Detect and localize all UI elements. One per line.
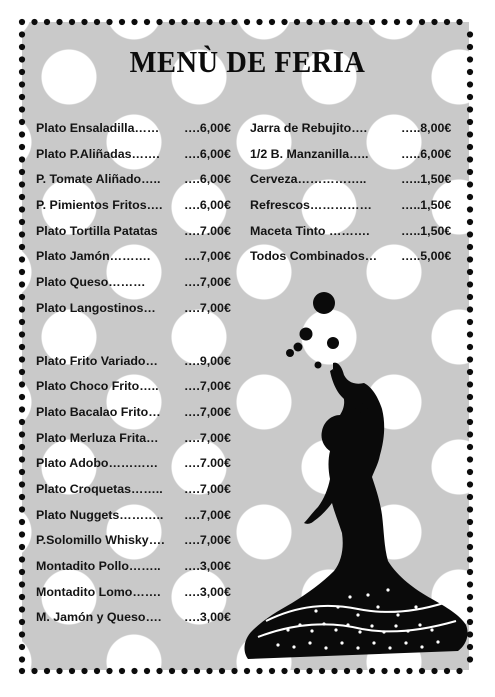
menu-item: [36, 456, 242, 482]
item-price: ….6,00€: [184, 146, 231, 161]
item-price: …..5,00€: [401, 249, 452, 264]
item-price: ….7,00€: [184, 249, 231, 264]
item-name: Plato Jamón……….: [36, 249, 151, 264]
menu-item: [36, 533, 242, 559]
item-name: Plato P.Aliñadas…….: [36, 146, 160, 161]
menu-item: [36, 379, 242, 405]
item-name: Plato Tortilla Patatas: [36, 223, 158, 238]
menu-item: [36, 301, 242, 327]
item-name: Plato Ensaladilla……: [36, 121, 160, 135]
item-price: ….6,00€: [184, 121, 231, 135]
menu-item: [36, 559, 242, 585]
menu-item: [36, 482, 242, 508]
menu-item: [36, 508, 242, 534]
item-price: …..8,00€: [401, 121, 452, 135]
item-price: ….7,00€: [184, 379, 231, 394]
menu-item: [36, 405, 242, 431]
item-price: ….7,00€: [184, 300, 231, 315]
item-name: Todos Combinados…: [250, 249, 378, 264]
item-name: Plato Croquetas……..: [36, 481, 163, 496]
menu-item: [36, 249, 242, 275]
menu-item: [250, 147, 458, 173]
item-name: Plato Bacalao Frito…: [36, 404, 161, 419]
item-price: ….7.00€: [184, 223, 231, 238]
menu-item: [36, 610, 242, 636]
section-gap: [36, 327, 242, 354]
item-name: Plato Langostinos…: [36, 300, 156, 315]
item-name: Plato Nuggets………..: [36, 507, 164, 522]
item-name: P.Solomillo Whisky….: [36, 533, 165, 548]
menu-item: [250, 172, 458, 198]
item-price: ….3,00€: [184, 610, 231, 625]
item-price: …..6,00€: [401, 146, 452, 161]
menu-title: MENÙ DE FERIA: [129, 44, 366, 79]
left-column: [36, 121, 242, 636]
item-name: Jarra de Rebujito….: [250, 121, 368, 135]
item-name: Plato Choco Frito…..: [36, 379, 159, 394]
item-price: …..1,50€: [401, 198, 452, 213]
item-name: Plato Adobo…………: [36, 456, 159, 471]
menu-item: [250, 224, 458, 250]
right-column: [250, 121, 458, 275]
menu-item: [36, 121, 242, 147]
item-price: ….6,00€: [184, 172, 231, 187]
item-name: Montadito Lomo…….: [36, 584, 161, 599]
item-price: ….7,00€: [184, 275, 231, 290]
item-name: M. Jamón y Queso….: [36, 610, 162, 625]
menu-item: [36, 198, 242, 224]
item-name: P. Tomate Aliñado…..: [36, 172, 161, 187]
item-price: ….7,00€: [184, 533, 231, 548]
item-price: ….3,00€: [184, 584, 231, 599]
item-name: Montadito Pollo……..: [36, 559, 161, 573]
menu-item: [36, 172, 242, 198]
item-name: Cerveza……………..: [250, 172, 367, 187]
item-price: ….7,00€: [184, 481, 231, 496]
menu-item: [250, 198, 458, 224]
item-price: ….6,00€: [184, 198, 231, 213]
menu-item: [36, 585, 242, 611]
menu-item: [250, 121, 458, 147]
menu-item: [250, 249, 458, 275]
item-name: Plato Frito Variado…: [36, 353, 158, 368]
menu-item: [36, 354, 242, 380]
item-price: ….3,00€: [184, 559, 231, 573]
castanet-balls-icon: [286, 292, 339, 369]
menu-item: [36, 431, 242, 457]
menu-item: [36, 147, 242, 173]
item-price: ….7.00€: [184, 456, 231, 471]
flamenco-dancer-silhouette: [238, 285, 470, 670]
item-name: Maceta Tinto ……….: [250, 223, 370, 238]
item-price: …..1,50€: [401, 223, 452, 238]
item-price: …..1,50€: [401, 172, 452, 187]
item-price: ….9,00€: [184, 353, 231, 368]
menu-item: [36, 275, 242, 301]
menu-item: [36, 224, 242, 250]
item-name: Plato Queso………: [36, 275, 146, 290]
item-price: ….7,00€: [184, 430, 231, 445]
item-name: 1/2 B. Manzanilla…..: [250, 146, 369, 161]
item-price: ….7,00€: [184, 507, 231, 522]
item-price: ….7,00€: [184, 404, 231, 419]
item-name: Plato Merluza Frita…: [36, 430, 159, 445]
item-name: P. Pimientos Fritos….: [36, 198, 163, 213]
item-name: Refrescos……………: [250, 198, 372, 213]
